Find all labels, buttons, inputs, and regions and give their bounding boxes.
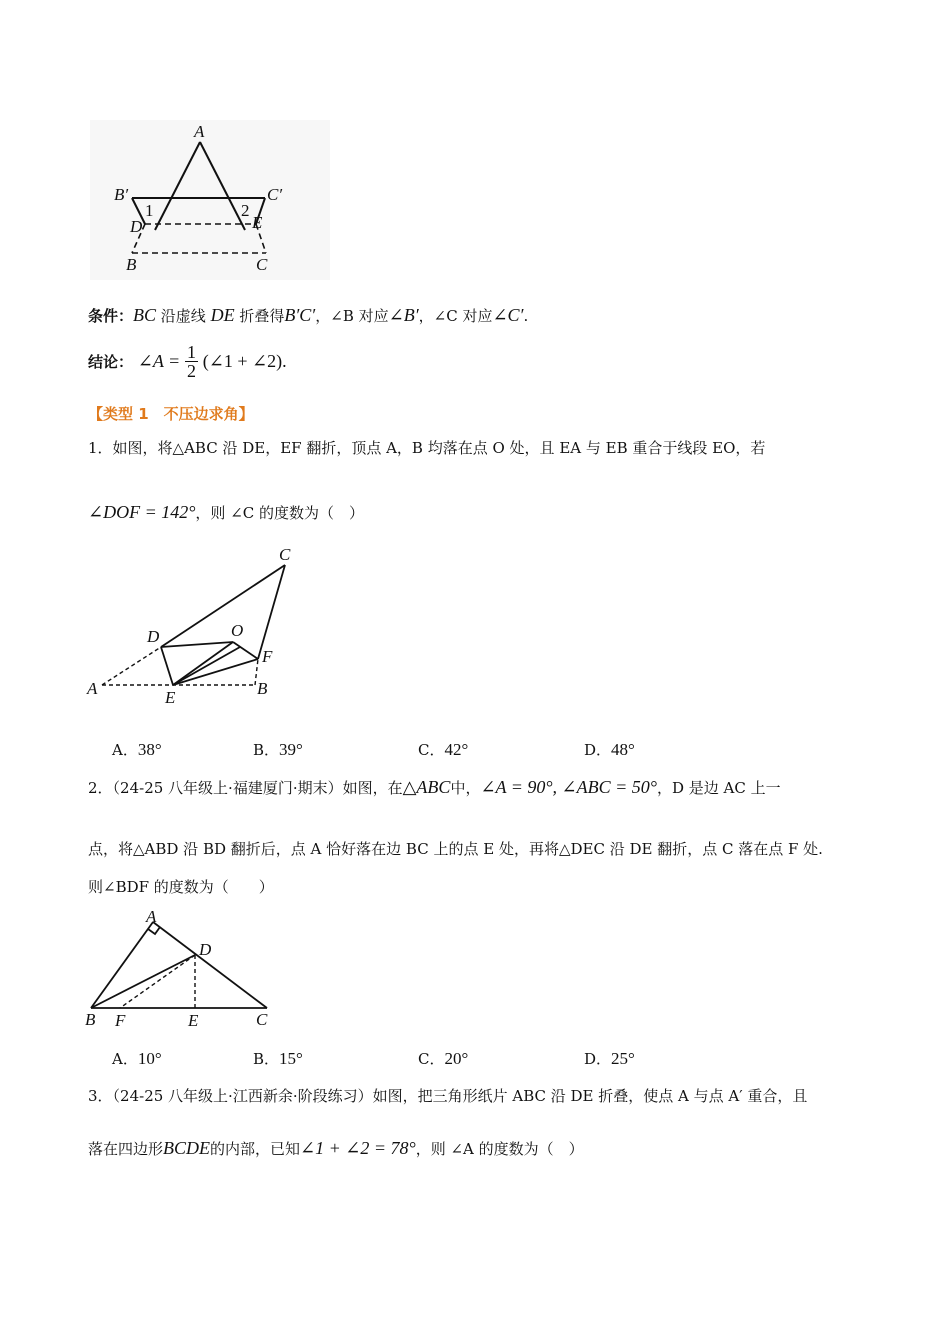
svg-text:E: E <box>188 1011 199 1030</box>
q1-option-b[interactable]: B．39° <box>253 740 303 759</box>
q1-line2: ∠DOF = 142°，则 ∠C 的度数为（ ） <box>88 502 365 522</box>
svg-text:C: C <box>279 545 291 564</box>
section-title: 【类型 1 不压边求角】 <box>88 405 254 423</box>
label-C: C <box>256 255 268 274</box>
q1-line1: 1．如图，将△ABC 沿 DE，EF 翻折，顶点 A，B 均落在点 O 处，且 EA 与 EB 重合于线段 EO，若 <box>88 439 766 457</box>
svg-text:F: F <box>115 1011 126 1030</box>
q1-option-d[interactable]: D．48° <box>584 740 635 759</box>
condition-label: 条件： <box>88 307 134 325</box>
label-B: B <box>126 255 137 274</box>
q3-line2: 落在四边形BCDE的内部，已知∠1 + ∠2 = 78°，则 ∠A 的度数为（ ） <box>88 1138 584 1158</box>
label-two: 2 <box>241 201 250 220</box>
q2-line3: 则∠BDF 的度数为（ ） <box>88 878 274 896</box>
svg-text:C: C <box>256 1010 268 1029</box>
svg-text:D: D <box>147 627 160 646</box>
svg-text:B: B <box>257 679 268 698</box>
fraction-half: $\frac{1}{2}$ <box>186 342 196 381</box>
label-D: D <box>130 217 143 236</box>
svg-text:A: A <box>87 679 98 698</box>
label-A: A <box>194 122 205 141</box>
q2-option-c[interactable]: C．20° <box>418 1049 469 1068</box>
q2-line2: 点，将△ABD 沿 BD 翻折后，点 A 恰好落在边 BC 上的点 E 处，再将△DEC 沿 DE 翻折，点 C 落在点 F 处. <box>88 840 823 858</box>
q1-option-a[interactable]: A．38° <box>112 740 162 759</box>
svg-text:A: A <box>146 907 157 926</box>
svg-text:O: O <box>231 621 244 640</box>
conclusion-line: 结论： ∠A = $\frac{1}{2}$ (∠1 + ∠2). <box>88 342 287 381</box>
figure-q2 <box>85 905 285 1030</box>
svg-text:F: F <box>262 647 273 666</box>
condition-line: 条件：BC 沿虚线 DE 折叠得B′C′，∠B 对应∠B′，∠C 对应∠C′. <box>88 305 529 325</box>
label-C1: C′ <box>267 185 283 204</box>
q2-option-a[interactable]: A．10° <box>112 1049 162 1068</box>
q3-line1: 3．（24-25 八年级上·江西新余·阶段练习）如图，把三角形纸片 ABC 沿 DE 折叠，使点 A 与点 A′ 重合，且 <box>88 1087 808 1105</box>
q2-option-d[interactable]: D．25° <box>584 1049 635 1068</box>
label-one: 1 <box>145 201 154 220</box>
svg-text:D: D <box>199 940 212 959</box>
label-E: E <box>252 213 263 232</box>
q2-option-b[interactable]: B．15° <box>253 1049 303 1068</box>
conclusion-label: 结论： <box>88 353 134 371</box>
svg-text:E: E <box>165 688 176 707</box>
figure-q1 <box>85 540 315 715</box>
label-B1: B′ <box>114 185 129 204</box>
q1-option-c[interactable]: C．42° <box>418 740 469 759</box>
svg-text:B: B <box>85 1010 96 1029</box>
q2-line1: 2．（24-25 八年级上·福建厦门·期末）如图，在△ABC中，∠A = 90°, ∠ABC = 50°，D 是边 AC 上一 <box>88 777 781 797</box>
figure-fold-trapezoid <box>90 120 330 280</box>
